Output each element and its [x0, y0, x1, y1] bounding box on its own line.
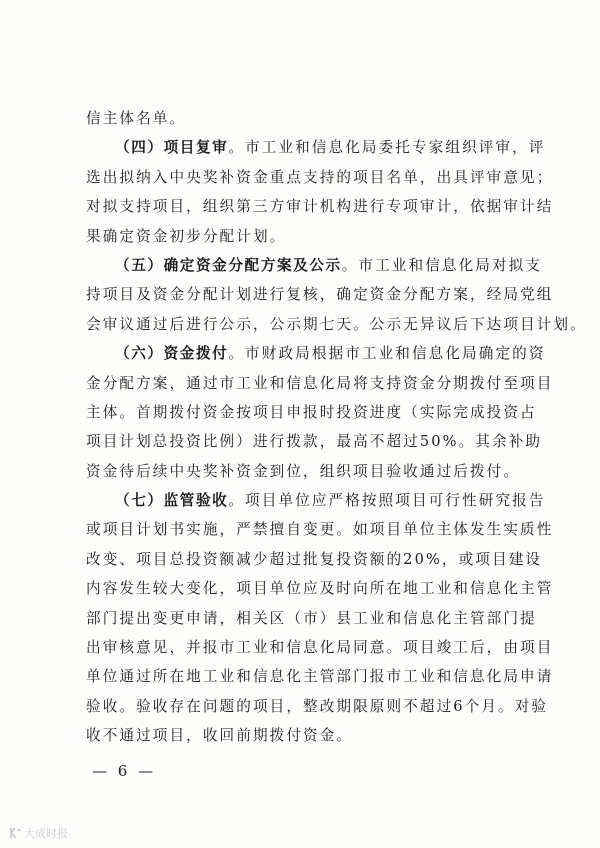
body-text: 项目计划总投资比例）进行拨款，最高不超过50%。其余补助 [86, 433, 543, 451]
body-text: 。市工业和信息化局委托专家组织评审，评 [228, 139, 546, 157]
body-text: 内容发生较大变化，项目单位应及时向所在地工业和信息化主管 [86, 580, 554, 598]
body-text: 。项目单位应严格按照项目可行性研究报告 [228, 492, 546, 510]
text-line [86, 457, 526, 486]
page-number: — 6 — [92, 762, 157, 780]
body-text: 对拟支持项目，组织第三方审计机构进行专项审计，依据审计结 [86, 198, 554, 216]
watermark-logo-icon [8, 826, 22, 840]
body-text: 改变、项目总投资额减少超过批复投资额的20%，或项目建设 [86, 550, 543, 568]
text-line [86, 163, 554, 192]
text-line [86, 721, 526, 750]
section-heading: （六）资金拨付 [115, 345, 229, 363]
body-text: 选出拟纳入中央奖补资金重点支持的项目名单，出具评审意见； [86, 168, 554, 186]
body-text: 信主体名单。 [86, 110, 187, 127]
text-line [86, 427, 543, 456]
section-heading: （四）项目复审 [115, 139, 229, 157]
text-line [86, 369, 554, 398]
body-text: 。市工业和信息化局对拟支 [341, 256, 543, 274]
text-line [86, 515, 554, 544]
body-text: 。市财政局根据市工业和信息化局确定的资 [228, 345, 546, 363]
text-line [86, 104, 526, 133]
text-line [86, 280, 554, 309]
text-line [86, 339, 546, 368]
section-heading: （五）确定资金分配方案及公示 [115, 256, 342, 274]
section-heading: （七）监管验收 [115, 492, 229, 510]
body-text: 主体。首期拨付资金按项目申报时投资进度（实际完成投资占 [86, 403, 537, 421]
text-line [86, 310, 587, 339]
body-text: 会审议通过后进行公示，公示期七天。公示无异议后下达项目计划。 [86, 315, 587, 333]
body-text: 收不通过项目，收回前期拨付资金。 [86, 727, 354, 745]
body-text: 果确定资金初步分配计划。 [86, 227, 287, 245]
text-line [86, 222, 526, 251]
body-text: 金分配方案，通过市工业和信息化局将支持资金分期拨付至项目 [86, 374, 554, 392]
body-text: 验收。验收存在问题的项目，整改期限原则不超过6个月。对验 [86, 697, 549, 715]
text-line [86, 251, 543, 280]
text-line [86, 662, 554, 691]
watermark [8, 824, 68, 842]
text-line [86, 398, 537, 427]
text-line [86, 133, 546, 162]
watermark-text: 大成时报 [24, 827, 68, 840]
body-text: 资金待后续中央奖补资金到位，组织项目验收通过后拨付。 [86, 462, 521, 480]
document-body [86, 104, 587, 751]
text-line [86, 574, 554, 603]
body-text: 或项目计划书实施，严禁擅自变更。如项目单位主体发生实质性 [86, 521, 554, 539]
body-text: 持项目及资金分配计划进行复核，确定资金分配方案，经局党组 [86, 286, 554, 304]
text-line [86, 604, 537, 633]
text-line [86, 486, 546, 515]
body-text: 单位通过所在地工业和信息化主管部门报市工业和信息化局申请 [86, 668, 554, 686]
text-line [86, 692, 549, 721]
text-line [86, 633, 554, 662]
text-line [86, 545, 543, 574]
text-line [86, 192, 554, 221]
body-text: 出审核意见，并报市工业和信息化局同意。项目竣工后，由项目 [86, 639, 554, 657]
body-text: 部门提出变更申请，相关区（市）县工业和信息化主管部门提 [86, 609, 537, 627]
